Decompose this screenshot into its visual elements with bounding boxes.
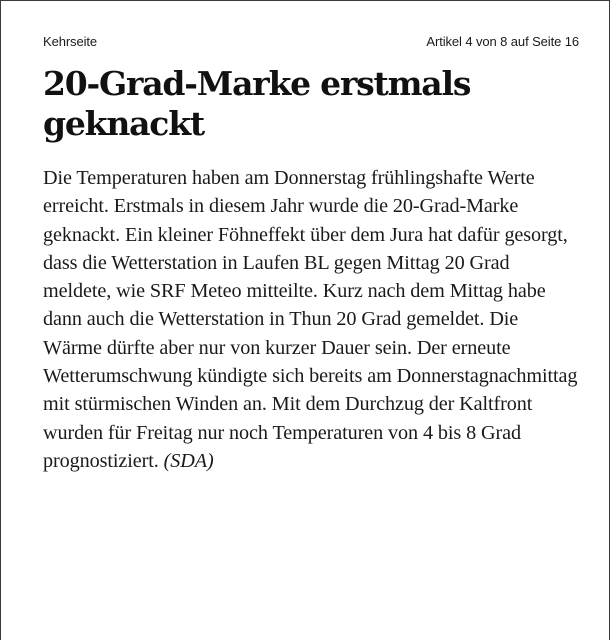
section-label: Kehrseite bbox=[43, 34, 98, 49]
article-headline: 20-Grad-Marke erstmals geknackt bbox=[43, 64, 471, 143]
page-header bbox=[43, 34, 579, 52]
article-credit: (SDA) bbox=[163, 449, 214, 472]
article-body bbox=[43, 164, 578, 475]
article-body-text: Die Temperaturen haben am Donnerstag frühlingshafte Werte erreicht. Erstmals in diesem Jahr wurde die 20-Grad-Marke geknackt. Ein kleiner Föhneffekt über dem Jura hat dafür gesorgt, dass die Wetterstation in Laufen BL gegen Mittag 20 Grad meldete, wie SRF Meteo mitteilte. Kurz nach dem Mittag habe dann auch die Wetterstation in Thun 20 Grad gemeldet. Die Wärme dürfte aber nur von kurzer Dauer sein. Der erneute Wetterumschwung kündigte sich bereits am Donnerstagnachmittag mit stürmischen Winden an. Mit dem Durchzug der Kaltfront wurden für Freitag nur noch Temperaturen von 4 bis 8 Grad prognostiziert. bbox=[43, 167, 578, 472]
article-position: Artikel 4 von 8 auf Seite 16 bbox=[426, 34, 579, 49]
